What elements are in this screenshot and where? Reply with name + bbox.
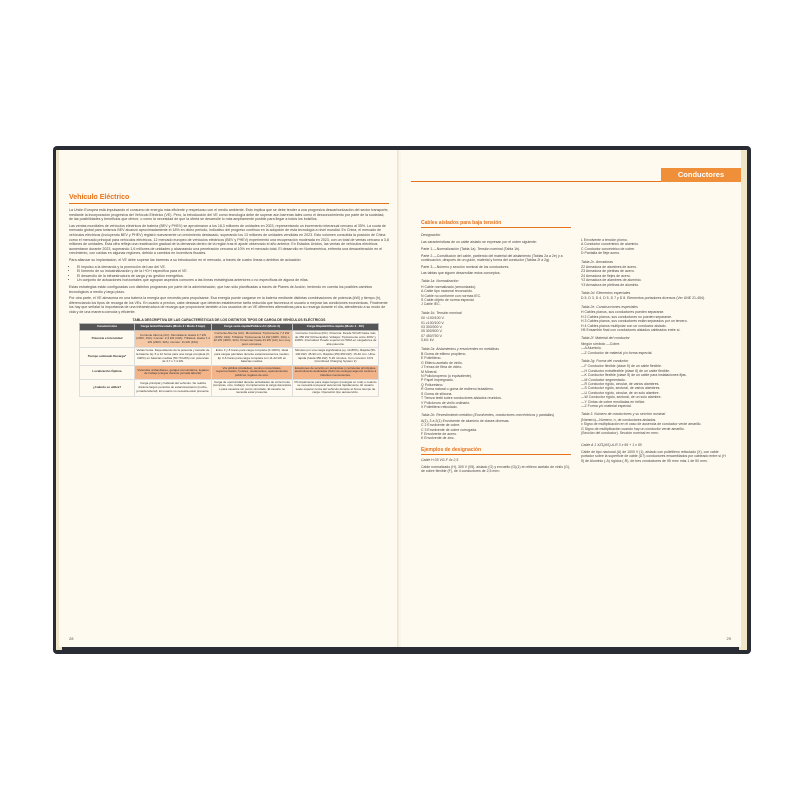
charging-table-wrap (79, 318, 379, 397)
tabla-2b (421, 419, 571, 441)
ejemplo-2-heading: Cable A 1 XZ1(AS)-A-R 3 x 95 + 1 x 50 (581, 443, 642, 448)
list-item: G Etileno-acetato de vinilo. (421, 360, 463, 365)
chapter-tab: Conductores (661, 168, 741, 182)
page-number: 28 (69, 636, 74, 641)
list-item: —A Aluminio. (581, 346, 602, 351)
tabla-1a-title: Tabla 1a. Normalización (421, 279, 459, 284)
table-cell: Vía pública (ciudades), centros comerciales, supermercados, hoteles, restaurantes, aparcamientos públicos, lugares de ocio. (211, 365, 292, 379)
designacion-text: Las características de un cable aislado se expresan por el orden siguiente: (421, 239, 537, 244)
table-title: TABLA DESCRIPTIVA DE LAS CARACTERÍSTICAS DE LOS DISTINTOS TIPOS DE CARGA DE VEHÍCULOS ELÉCTRICOS (132, 318, 326, 323)
bullet-item: • El fomento de su industrialización y de la I+D+i específica para el VE. (77, 269, 389, 274)
list-item: R Goma natural o goma de estireno butadieno. (421, 387, 494, 392)
list-item: E Polietileno. (421, 356, 442, 361)
list-item: L Envolvente a tención plomo. (581, 238, 628, 242)
section-title: Cables aislados para baja tensión (421, 220, 502, 226)
list-item: M Mineral. (421, 369, 438, 374)
list-item: 0,6/1 kV. (421, 338, 435, 343)
list-item: —H Conductor extraflexible (clase 6) de un cable flexible. (581, 368, 671, 373)
table-header: Carga semi-rápida/Pública AC (Modo 3) (211, 324, 292, 331)
parte-1: Parte 1.—Normalización (Tabla 1a). Tensión nominal (Tabla 1b). (421, 247, 521, 252)
list-item: S Cable objeto de norma especial. (421, 297, 475, 302)
table-cell: Corriente Alterna (AC). Monofásica: Hasta 3,7 kW (230V, 16A). Común: 2,3 kW (10A). Trifásica: Hasta 7,4 kW (230V, 32A). Común: 11 kW (16A) (135, 331, 212, 348)
tabla-1b (421, 316, 571, 342)
row-label: Potencia e Intensidad (80, 331, 135, 348)
list-item: B Goma de etileno propileno. (421, 352, 467, 357)
parte-2: Parte 2.—Constitución del cable, partiendo del material del aislamiento (Tablas 2a a 2e) y a continuación, después de un guión, material y forma del conductor (Tablas 2f a 2g). (421, 253, 563, 263)
list-item: N Cable no conforme con normas IEC. (421, 293, 482, 298)
list-item: C Conductor concéntrico de cobre. (581, 246, 636, 251)
table-cell: Viviendas unifamiliares, garajes comunitarios, lugares de trabajo (cargas durante jornada laboral). (135, 365, 212, 379)
table-header: Carga Rápida/Ultra-rápida (Modo 4 - DC) (292, 324, 378, 331)
list-item: A Cable tipo nacional reconocido. (421, 289, 473, 294)
chapter-header (401, 168, 741, 182)
tabla-2c (581, 265, 726, 287)
row-label: Tiempo estimado Recarga* (80, 348, 135, 365)
tabla-2g (581, 364, 726, 408)
list-item: 01 ≥100/100 V. (421, 320, 445, 325)
tabla-2e-title: Tabla 2e. Construcciones especiales (581, 304, 638, 309)
row-label: Localización Óptima (80, 365, 135, 379)
ejemplo-1-heading: Cable H 05 VG-F 4x 2,5 (421, 458, 459, 463)
table-cell: Minutos por una carga significativa (ej. 10-80%). Rápida (50-100 kW): 45-90 min. Rápida (150-350 kW): 15-40 min. Ultra-rápida (hasta 350 kW): 5-20 minutos. Con conector CCS (Combined Charging System 2) (292, 348, 378, 365)
list-item: K Envolvente de zinc. (421, 436, 455, 441)
list-item: Z3 Armadura de pletinas de acero. (581, 269, 635, 274)
bullet-list (77, 265, 389, 283)
list-item: Z2 Armadura de alambres de acero. (581, 265, 638, 270)
right-page (401, 150, 741, 647)
bullet-item: • El desarrollo de la infraestructura de carga y su gestión energética. (77, 274, 389, 279)
list-item: T Trenza textil sobre conductores aislados reunidos. (421, 396, 502, 401)
list-item: C 3 Envolvente de cobre corrugada. (421, 427, 478, 432)
list-item: P Papel impregnado. (421, 378, 454, 383)
list-item: C 2 Envolvente de cobre. (421, 423, 461, 428)
right-page-col-2 (581, 238, 726, 463)
table-cell: Entre 3 y 8 horas para carga completa (0-100%). Ideal para cargas parciales durante estacionamientos medios. Ej: 3-6 horas para carga completa con 11-22 kW en baterías medias. (211, 348, 292, 365)
list-item: A(1), 3 a 2(1) Envolvente de aluminio de clases diversas. (421, 418, 510, 423)
row-label: ¿Cuándo se utiliza? (80, 379, 135, 396)
list-item: S Goma de silicona. (421, 391, 453, 396)
list-item: —Y Cintas de cobre enrolladas en hélice. (581, 399, 646, 404)
list-item: V Policloruro de vinilo ordinario. (421, 400, 471, 405)
title-rule (69, 203, 389, 204)
list-item: 07 450/750 V. (421, 333, 443, 338)
table-cell: Carga de oportunidad durante actividades de corta horas (compras, ocio, trabajo). Complementa la carga doméstica o para usuarios sin punto vinculado. El usuario no necesita estar presente. (211, 379, 292, 396)
subtitle-rule (421, 227, 571, 228)
tabla-1b-title: Tabla 1b. Tensión nominal (421, 310, 462, 315)
parte-3: Parte 3.—Número y sección nominal de los conductores. (421, 264, 510, 269)
right-page-col-1 (421, 220, 571, 473)
table-cell: Corriente Continua (DC). Potencia: Desde 50 kW hasta más de 350 kW (Ultra-rápida). Voltajes: Típicamente entre 400V y 1000V. Intensidad: Puede superar los 500A en cargadores de alta potencia. (292, 331, 378, 348)
bullet-item: • El impulso a la demanda y la promoción del uso del VE. (77, 265, 389, 270)
table-header: Característica (80, 324, 135, 331)
ejemplo-1-text: Cable normalizado (H), 300 V (05), aislado (G) y envuelto (G)(1) en etileno acetato de vinilo (G), de cobre flexible (F), de 4 conductores de 2,5 mm². (421, 464, 571, 474)
tabla-3 (581, 418, 726, 436)
left-page (59, 150, 399, 647)
list-item: (Sección del conductor). Sección nominal en mm². (581, 431, 660, 436)
designacion-heading: Designación (421, 232, 441, 237)
tabla-2a (421, 352, 571, 409)
table-row (80, 379, 379, 396)
ejemplo-2-text: Cable de tipo nacional (A) de 1000 V (1), aislado con polietileno reticulado (X), con cable portador sobre la superficie de cable (D7) conductores ensamblados por cableado entre sí (H 5) de Aluminio (-A) rígidos (-R), de tres conductores de 95 mm² más 1 de 50 mm². (581, 449, 726, 463)
tabla-1a (421, 285, 571, 307)
list-item: H 4 Cables planos multipolar con un conductor aislado. (581, 323, 667, 328)
list-item: Q Poliuretano. (421, 382, 444, 387)
tabla-2e (581, 310, 726, 332)
ejemplos-title: Ejemplos de designación (421, 446, 482, 453)
list-item: —M Conductor segmentado. (581, 377, 626, 382)
list-item: H5 Ensamble final con conductores aislados cableados entre sí. (581, 327, 681, 332)
list-item: X Polietileno reticulado. (421, 404, 458, 409)
tabla-3-title: Tabla 3. Número de conductores y su sección nominal (581, 412, 666, 417)
table-cell: Carga principal y habitual del vehículo. Se realiza durante largos periodos de estacionamiento (noche, jornada laboral). El usuario no necesita estar presente. (135, 379, 212, 396)
tabla-2d: D 5, D 3, D 4, D 5, D 7 y D 8. Elementos portadores diversos (Ver UNE 21-454). (581, 296, 706, 301)
bullet-item: • Un conjunto de actuaciones horizontales que agrupan aspectos comunes a las líneas estratégicas anteriores o no específicas de alguna de ellas. (77, 278, 389, 283)
list-item: J Trenza de fibra de vidrio. (421, 365, 463, 370)
tabla-2b-title: Tabla 2b. Revestimiento metálico (Envolventes, conductores concéntricos y pantallas) (421, 413, 555, 418)
table-row (80, 348, 379, 365)
list-item: 03 300/300 V. (421, 325, 443, 329)
table-cell: Corriente Alterna (AC). Monofásica: Típicamente 7,4 kW (230V, 32A). Trifásica: Típicamente 11 kW (400V, 16A) o 22 kW (400V, 32A). Potencias hasta 43 kW (AC) son muy poco comunes. (211, 331, 292, 348)
paragraph-4: Estas estrategias están configuradas con distintos programas por parte de la administración, que han sido planificadas a través de Planes de Acción, teniendo en cuenta los posibles cambios tecnológicos a medio y largo plazo. (69, 284, 373, 294)
list-item: J Cable IEC. (421, 302, 441, 307)
list-item: H 3 Cables planos, sus conductores están separados por un tercero. (581, 319, 688, 324)
table-cell: Varias horas. Dependiendo de la potencia y tamaño de la batería. Ej: 6 a 12 horas para una carga completa (0-100%) en baterías medias (50-70 kWh) con potencias de 3,7 o 7,4 kW. (135, 348, 212, 365)
list-item: x Signo de multiplicación en el caso de ausencia de conductor verde amarillo. (581, 422, 702, 427)
list-item: 00 <100/100 V. (421, 316, 445, 321)
table-row (80, 331, 379, 348)
charging-table (79, 323, 379, 397)
list-item: 05 300/500 V. (421, 329, 443, 334)
envolventes-list (581, 238, 726, 256)
intro-paragraph: La Unión Europea está impulsando el consumo de energía más eficiente y respetuoso con el medio ambiente. Esto implica que se debe tender a una progresiva descarbonización del sector transporte, mediante la incorporación progresiva del Vehículo Eléctrico (VE). Pero, la introducción del VE como tecnología debe de superar aún barreras tales como el desconocimiento por parte de la sociedad, de las posibilidades y beneficios que ofrece, o como la necesidad de que la oferta se desarrolle lo más ampliamente posible para llegar a todos los bolsillos. (69, 208, 389, 222)
list-item: (Número)—Número, n, de conductores aislados. (581, 417, 657, 422)
paragraph-5: Por otra parte, el VE almacena en una batería la energía que necesita para propulsarse. Esa energía puede cargarse en la batería mediante distintas combinaciones de potencia (kW) y tiempo (h), diferenciando los tipos de recarga de los VEs. En cuanto a precios, cabe destacar que deberán establecerse tarifa reducida que favorezca el usuario a mejorar las condiciones económicas. Finalmente los hay que señalar la importancia de una infraestructura de recarga que proporcione también a los usuarios de un VE diferentes alternativas para su recarga durante el día, atendiendo a su modo de vida y de una manera cómoda y eficiente. (69, 296, 388, 314)
list-item: —K Conductor flexible (clase 5) de un cable para instalaciones fijas. (581, 373, 687, 378)
list-item: —W Conductor rígido, sectoral, de un solo alambre. (581, 395, 662, 400)
list-item: —F Conductor flexible (clase 5) de un cable flexible. (581, 364, 662, 369)
table-cell: Estaciones de servicio en autopistas y carreteras principales, electrolineras dedicadas (hubs de recarga) algunos centros a tránsitos convenientes. (292, 365, 378, 379)
list-item: —R Conductor rígido, circular, de varios alambres. (581, 381, 660, 386)
tabla-2f (581, 342, 726, 355)
table-cell: Principalmente para viajes largos (recargas en ruta) o cuando se necesita recuperar autonomía rápidamente. El usuario suele esperar cerca del vehículo durante el breve tiempo de carga. Operación tipo autoservicio. (292, 379, 378, 396)
parte-note: Las tablas que siguen desarrollan estos conceptos. (421, 270, 501, 275)
tabla-2f-title: Tabla 2f. Material del conductor (581, 336, 630, 341)
list-item: —Z Forma y/o material especial. (581, 404, 632, 408)
paragraph-3: Para afianzar su implantación, el VE debe superar las barreras a su introducción en el mercado, a través de cuatro líneas o ámbitos de actuación: (69, 257, 302, 262)
list-item: N Policloropreno (o equivalente). (421, 374, 472, 379)
table-header: Carga lenta/Vinculada (Modo 2 / Modo 3 bajo) (135, 324, 212, 331)
tabla-2a-title: Tabla 2a. Aislamientos y envolventes no metálicas (421, 346, 499, 351)
list-item: Y2 Armadura de alambres de aluminio. (581, 278, 642, 283)
table-row (80, 365, 379, 379)
list-item: Ningún símbolo —Cobre. (581, 341, 621, 346)
list-item: Z4 Armadura de flejes de acero. (581, 273, 631, 278)
tabla-2d-title: Tabla 2d. Elementos especiales (581, 291, 631, 296)
page-number: 29 (726, 636, 731, 641)
paragraph-2: Las ventas mundiales de vehículos eléctricos de batería (BEV y PHEV) se aproximaron a los 18,3 millones de unidades en 2023, representando un incremento interanual cercano al 35%. La cuota de mercado global para turismos BEV alcanzó aproximadamente el 18% en dicho periodo, indicativo del progreso continuo en la adopción de esta tecnología a nivel mundial. En China, el mercado de vehículos eléctricos (incluyendo BEV y PHEV) registró nuevamente un crecimiento destacado, superando los 13 millones de unidades vendidas en 2023. Esto volumen consolida la posición de China como el mercado principal para vehículos eléctricos, 12 mercado europeo de vehículos eléctricos (BEV y PHEV) experimentó una recuperación moderada en 2023, con un total de ventas cercano a 3,8 millones de unidades. Esta cifra refleja una reactivación gradual de la demanda dentro de la región tras el ajuste observado el año anterior. En Estados Unidos, las ventas de vehículos eléctricos aumentaron durante 2023, superando 1,6 millones de unidades y alcanzando una penetración cercana al 10% en el mercado total. El desarrollo en Norteamérica, enfrenta una desaceleración en el crecimiento, con caídas en algunas regiones, debido a cambios en incentivos fiscales. (69, 223, 389, 256)
list-item: G Signo de multiplicación cuando hay un conductor verde amarillo. (581, 426, 685, 431)
list-item: H Cable normalizado (armonizado). (421, 284, 477, 289)
list-item: —S Conductor rígido, sectoral, de varios alambres. (581, 386, 661, 391)
list-item: A Conductor concéntrico de aluminio. (581, 242, 639, 247)
list-item: D Pantalla de fleje acero. (581, 251, 621, 256)
tabla-2c-title: Tabla 2c. Armaduras (581, 259, 614, 264)
tabla-2g-title: Tabla 2g. Forma del conductor (581, 358, 629, 363)
list-item: Y3 Armadura de pletinas de aluminio. (581, 282, 640, 287)
list-item: F Envolvente de acero. (421, 431, 457, 436)
list-item: —Z Conductor de material y/o forma especial. (581, 350, 653, 355)
list-item: H Cables planos, sus conductores pueden separarse. (581, 310, 665, 315)
ejemplos-rule (421, 454, 571, 455)
list-item: H 2 Cables planos, sus conductores no pueden separarse. (581, 314, 673, 319)
section-title: Vehículo Eléctrico (69, 194, 130, 201)
list-item: —U Conductor rígido, circular, de un solo alambre. (581, 390, 660, 395)
